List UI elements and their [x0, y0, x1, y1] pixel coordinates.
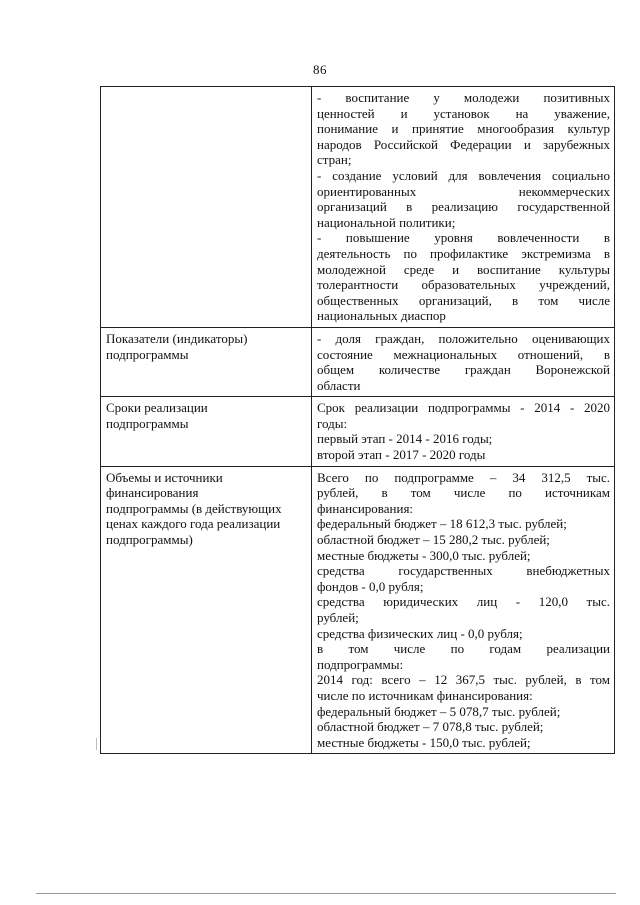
parameter-value-line: первый этап - 2014 - 2016 годы;: [317, 431, 493, 447]
parameter-value-line: местные бюджеты - 150,0 тыс. рублей;: [317, 734, 531, 750]
parameter-value-line: средства государственных внебюджетных: [317, 563, 610, 579]
parameter-value-line: национальных диаспор: [317, 308, 446, 324]
parameter-name-cell: [101, 397, 312, 466]
parameter-value-line: числе по источникам финансирования:: [317, 687, 533, 703]
parameter-name-line: Показатели (индикаторы): [106, 330, 248, 346]
parameter-value-line: областной бюджет – 7 078,8 тыс. рублей;: [317, 719, 544, 735]
parameter-value-line: рублей, в том числе по источникам: [317, 485, 610, 501]
parameter-value-line: - воспитание у молодежи позитивных: [317, 90, 610, 105]
parameter-value-line: национальной политики;: [317, 214, 456, 230]
parameter-value-line: ориентированных некоммерческих: [317, 183, 610, 199]
parameter-value-line: подпрограммы:: [317, 656, 404, 672]
parameter-name-line: ценах каждого года реализации: [106, 516, 281, 532]
parameter-name-line: подпрограммы: [106, 346, 189, 362]
parameter-value-line: народов Российской Федерации и зарубежных: [317, 136, 610, 152]
parameter-name-cell: [101, 327, 312, 396]
parameter-name-line: подпрограммы): [106, 532, 193, 548]
page-number: 86: [313, 62, 327, 77]
parameter-value-line: ценностей и установок на уважение,: [317, 105, 610, 121]
parameter-value-cell: [312, 397, 615, 466]
parameter-value-line: - доля граждан, положительно оценивающих: [317, 330, 610, 346]
parameter-name-cell: [101, 466, 312, 754]
parameter-value-line: общественных организаций, в том числе: [317, 292, 610, 308]
parameter-value-line: деятельность по профилактике экстремизма в: [317, 245, 610, 261]
parameter-value-line: 2014 год: всего – 12 367,5 тыс. рублей, в том: [317, 672, 610, 688]
parameter-value-line: - создание условий для вовлечения социально: [317, 167, 610, 183]
parameter-name-line: подпрограммы (в действующих: [106, 500, 282, 516]
parameter-name-line: Объемы и источники: [106, 469, 223, 485]
parameter-value-line: - повышение уровня вовлеченности в: [317, 230, 610, 246]
parameter-value-cell: [312, 87, 615, 328]
parameter-value-line: годы:: [317, 415, 348, 431]
table-row: [101, 466, 615, 754]
table-row: [101, 87, 615, 328]
subprogram-passport-table: [100, 86, 615, 754]
parameter-name-line: финансирования: [106, 485, 199, 501]
parameter-value-line: Срок реализации подпрограммы - 2014 - 2020: [317, 400, 610, 416]
parameter-value-line: федеральный бюджет – 5 078,7 тыс. рублей;: [317, 703, 561, 719]
parameter-value-line: областной бюджет – 15 280,2 тыс. рублей;: [317, 532, 550, 548]
parameter-name-line: Сроки реализации: [106, 400, 208, 416]
scan-mark: [96, 738, 97, 750]
parameter-value-line: организаций в реализацию государственной: [317, 199, 610, 215]
parameter-value-line: молодежной среде и воспитание культуры: [317, 261, 610, 277]
parameter-name-line: подпрограммы: [106, 415, 189, 431]
parameter-value-line: Всего по подпрограмме – 34 312,5 тыс.: [317, 469, 610, 485]
parameter-value-line: местные бюджеты - 300,0 тыс. рублей;: [317, 547, 531, 563]
parameter-value-line: состояние межнациональных отношений, в: [317, 346, 610, 362]
parameter-value-line: понимание и принятие многообразия культур: [317, 121, 610, 137]
parameter-value-line: второй этап - 2017 - 2020 годы: [317, 447, 486, 463]
parameter-value-cell: [312, 327, 615, 396]
parameter-value-line: средства юридических лиц - 120,0 тыс.: [317, 594, 610, 610]
parameter-value-line: федеральный бюджет – 18 612,3 тыс. рублей;: [317, 516, 567, 532]
parameter-value-line: толерантности образовательных учреждений,: [317, 277, 610, 293]
parameter-value-cell: [312, 466, 615, 754]
parameter-value-line: фондов - 0,0 рубля;: [317, 578, 424, 594]
parameter-value-line: области: [317, 377, 361, 393]
parameter-value-line: стран;: [317, 152, 352, 168]
parameter-value-line: общем количестве граждан Воронежской: [317, 362, 610, 378]
parameter-value-line: рублей;: [317, 610, 359, 625]
parameter-value-line: финансирования:: [317, 500, 414, 516]
parameter-value-line: средства физических лиц - 0,0 рубля;: [317, 625, 523, 641]
table-row: [101, 397, 615, 466]
bottom-rule: [36, 893, 616, 894]
parameter-name-cell: [101, 87, 312, 328]
parameter-value-line: в том числе по годам реализации: [317, 641, 610, 657]
table-row: [101, 327, 615, 396]
